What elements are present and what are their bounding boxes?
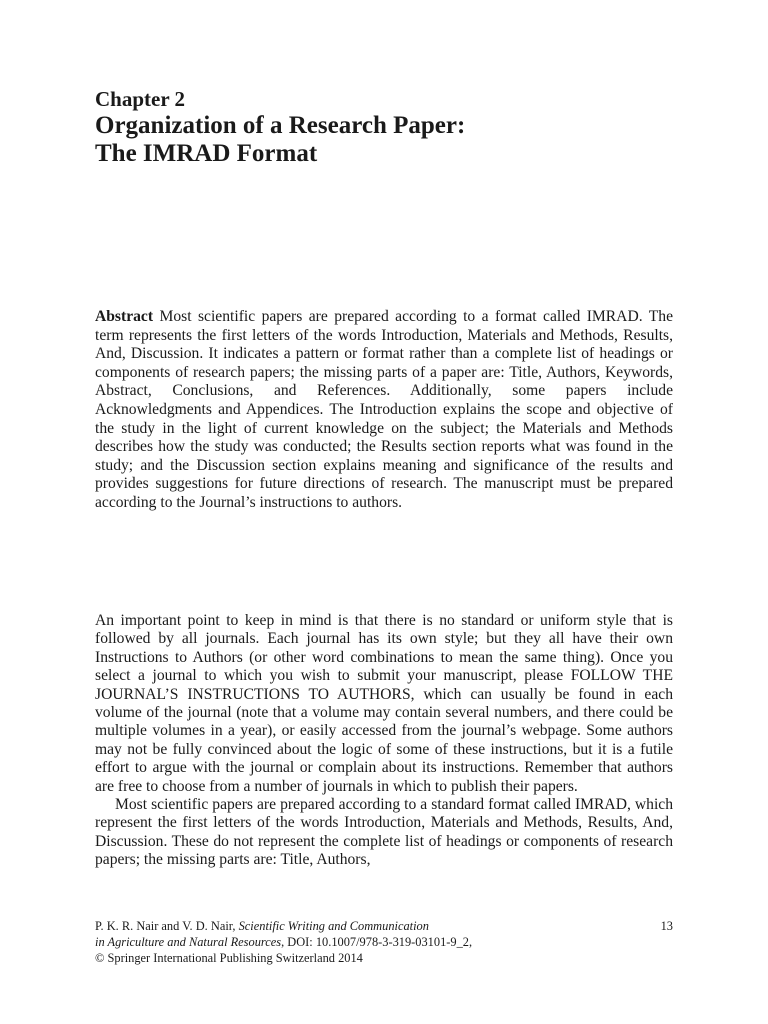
abstract bbox=[95, 308, 673, 513]
chapter-label: Chapter 2 bbox=[95, 87, 186, 111]
footer-citation-line-2 bbox=[95, 934, 673, 950]
abstract-text: Most scientific papers are prepared according to a format called IMRAD. The term represents the first letters of the words Introduction, Materials and Methods, Results, And, Discussion. It indicates a pattern or format rather than a complete list of headings or components of research papers; the missing parts of a paper are: Title, Authors, Keywords, Abstract, Conclusions, and References. Additionally, some papers include Acknowledgments and Appendices. The Introduction explains the scope and objective of the study in the light of current knowledge on the subject; the Materials and Methods describes how the study was conducted; the Results section reports what was found in the study; and the Discussion section explains meaning and significance of the results and provides suggestions for future directions of research. The manuscript must be prepared according to the Journal’s instructions to authors. bbox=[95, 308, 674, 511]
page-footer bbox=[95, 918, 673, 966]
footer-authors: P. K. R. Nair and V. D. Nair, bbox=[95, 919, 236, 933]
body-text bbox=[95, 612, 673, 870]
footer-book-title-part2: in Agriculture and Natural Resources bbox=[95, 935, 282, 949]
footer-doi: , DOI: 10.1007/978-3-319-03101-9_2, bbox=[281, 935, 473, 949]
chapter-title-line-1: Organization of a Research Paper: bbox=[95, 112, 466, 139]
footer-citation-line-1 bbox=[95, 918, 673, 934]
chapter-heading bbox=[95, 86, 695, 168]
page-number: 13 bbox=[660, 919, 673, 933]
footer-book-title-part1: Scientific Writing and Communication bbox=[238, 919, 429, 933]
chapter-title-line-2: The IMRAD Format bbox=[95, 140, 318, 167]
body-paragraph-1: An important point to keep in mind is that there is no standard or uniform style that is followed by all journals. Each journal has its own style; but they all have their own Instructions to Authors (or other word combinations to mean the same thing). Once you select a journal to which you wish to submit your manuscript, please FOLLOW THE JOURNAL’S INSTRUCTIONS TO AUTHORS, which can usually be found in each volume of the journal (note that a volume may contain several numbers, and there could be multiple volumes in a year), or easily accessed from the journal’s webpage. Some authors may not be fully convinced about the logic of some of these instructions, but it is a futile effort to argue with the journal or complain about its instructions. Remember that authors are free to choose from a number of journals in which to publish their papers. bbox=[95, 612, 673, 795]
footer-copyright: © Springer International Publishing Switzerland 2014 bbox=[95, 951, 363, 965]
body-paragraph-2: Most scientific papers are prepared according to a standard format called IMRAD, which represent the first letters of the words Introduction, Materials and Methods, Results, And, Discussion. These do not represent the complete list of headings or components of research papers; the missing parts are: Title, Authors, bbox=[95, 796, 673, 869]
abstract-label: Abstract bbox=[95, 308, 154, 325]
